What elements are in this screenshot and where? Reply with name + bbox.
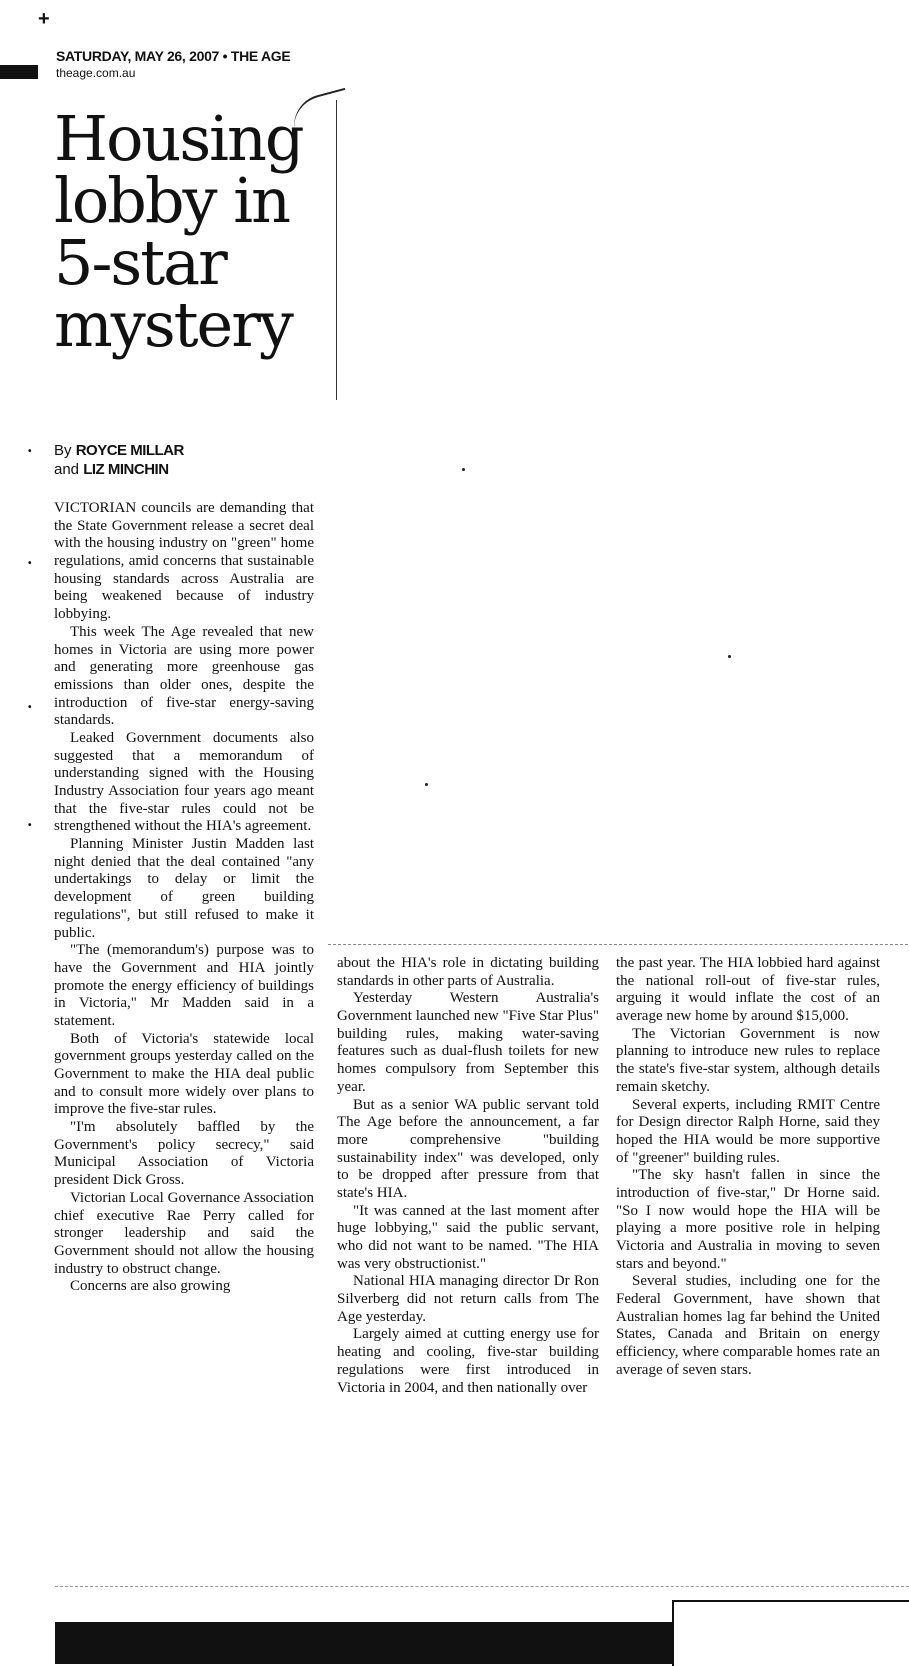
paragraph: Leaked Government documents also suggested that a memorandum of understanding signed with the Housing Industry Association four years ago meant that the five-star rules could not be strengthened without the HIA's agreement. [54,729,314,835]
paragraph: Concerns are also growing [70,1278,231,1295]
article-column-3 [616,955,880,1380]
margin-bullet: • [28,446,32,457]
scan-speck [425,783,428,786]
headline-line: mystery [54,288,292,361]
author-name: LIZ MINCHIN [83,460,169,478]
paragraph: the past year. The HIA lobbied hard against the national roll-out of five-star rules, arguing it would inflate the cost of an average new home by around $15,000. [616,955,880,1025]
paragraph: "The sky hasn't fallen in since the introduction of five-star," Dr Horne said. "So I now would hope the HIA will be playing a more positive role in helping Victoria and Australia in moving to seven stars and beyond." [616,1167,880,1272]
headline-line: lobby in [54,164,290,237]
paragraph: "It was canned at the last moment after huge lobbying," said the public servant, who did not want to be named. "The HIA was very obstructionist." [337,1202,599,1272]
registration-crosshair: + [38,8,50,30]
paragraph: Largely aimed at cutting energy use for heating and cooling, five-star building regulations were first introduced in Victoria in 2004, and then nationally over [337,1326,599,1396]
headline-line: 5-star [54,226,226,299]
paragraph: "I'm absolutely baffled by the Government's policy secrecy," said Municipal Association of Victoria president Dick Gross. [54,1119,314,1189]
website-url: theage.com.au [56,66,136,80]
footer-rule [55,1586,909,1587]
paragraph: But as a senior WA public servant told The Age before the announcement, a far more comprehensive "building sustainability index" was developed, only to be dropped after pressure from that state's HIA. [337,1096,599,1201]
column-divider [328,944,908,945]
scan-speck [728,655,731,658]
paragraph: VICTORIAN councils are demanding that the State Government release a secret deal with the housing industry on "green" home regulations, amid concerns that sustainable housing standards across Australia are being weakened because of industry lobbying. [54,500,314,623]
headline-line: Housing [54,102,303,175]
author-name: ROYCE MILLAR [75,442,184,459]
margin-bullet: • [28,702,32,713]
dateline: SATURDAY, MAY 26, 2007 • THE AGE [56,48,291,64]
byline-prefix: By [54,442,72,459]
paragraph: Both of Victoria's statewide local government groups yesterday called on the Government to make the HIA deal public and to consult more widely over plans to improve the five-star rules. [54,1030,314,1118]
paragraph: "The (memorandum's) purpose was to have the Government and HIA jointly promote the energy efficiency of buildings in Victoria," Mr Madden said in a statement. [54,942,314,1029]
registration-bar [0,65,38,79]
article-column-2 [337,955,599,1397]
paragraph: about the HIA's role in dictating building standards in other parts of Australia. [337,955,599,989]
paragraph: Planning Minister Justin Madden last night denied that the deal contained "any undertakings to delay or limit the development of green building regulations", but still refused to make it public. [54,836,314,941]
byline [54,442,184,480]
paragraph: Victorian Local Governance Association chief executive Rae Perry called for stronger leadership and said the Government should not allow the housing industry to obstruct change. [54,1189,314,1277]
paragraph: The Victorian Government is now planning to introduce new rules to replace the state's five-star system, although details remain sketchy. [616,1025,880,1095]
paragraph: National HIA managing director Dr Ron Silverberg did not return calls from The Age yesterday. [337,1273,599,1325]
article-column-1 [54,500,314,1296]
byline-joiner: and [54,460,80,478]
paragraph: This week The Age revealed that new homes in Victoria are using more power and generating more greenhouse gas emissions than older ones, despite the introduction of five-star energy-saving standards. [54,623,314,729]
margin-bullet: • [28,820,32,831]
margin-bullet: • [28,558,32,569]
footer-white-box [672,1600,909,1666]
headline [54,102,344,361]
paragraph: Yesterday Western Australia's Government launched new "Five Star Plus" building rules, making water-saving features such as dual-flush toilets for new homes compulsory from September this year. [337,990,599,1095]
paragraph: Several experts, including RMIT Centre for Design director Ralph Horne, said they hoped the HIA would be more supportive of "greener" building rules. [616,1096,880,1166]
scan-speck [462,468,465,471]
paragraph: Several studies, including one for the Federal Government, have shown that Australian homes lag far behind the United States, Canada and Britain on energy efficiency, where comparable homes rate an average of seven stars. [616,1273,880,1378]
